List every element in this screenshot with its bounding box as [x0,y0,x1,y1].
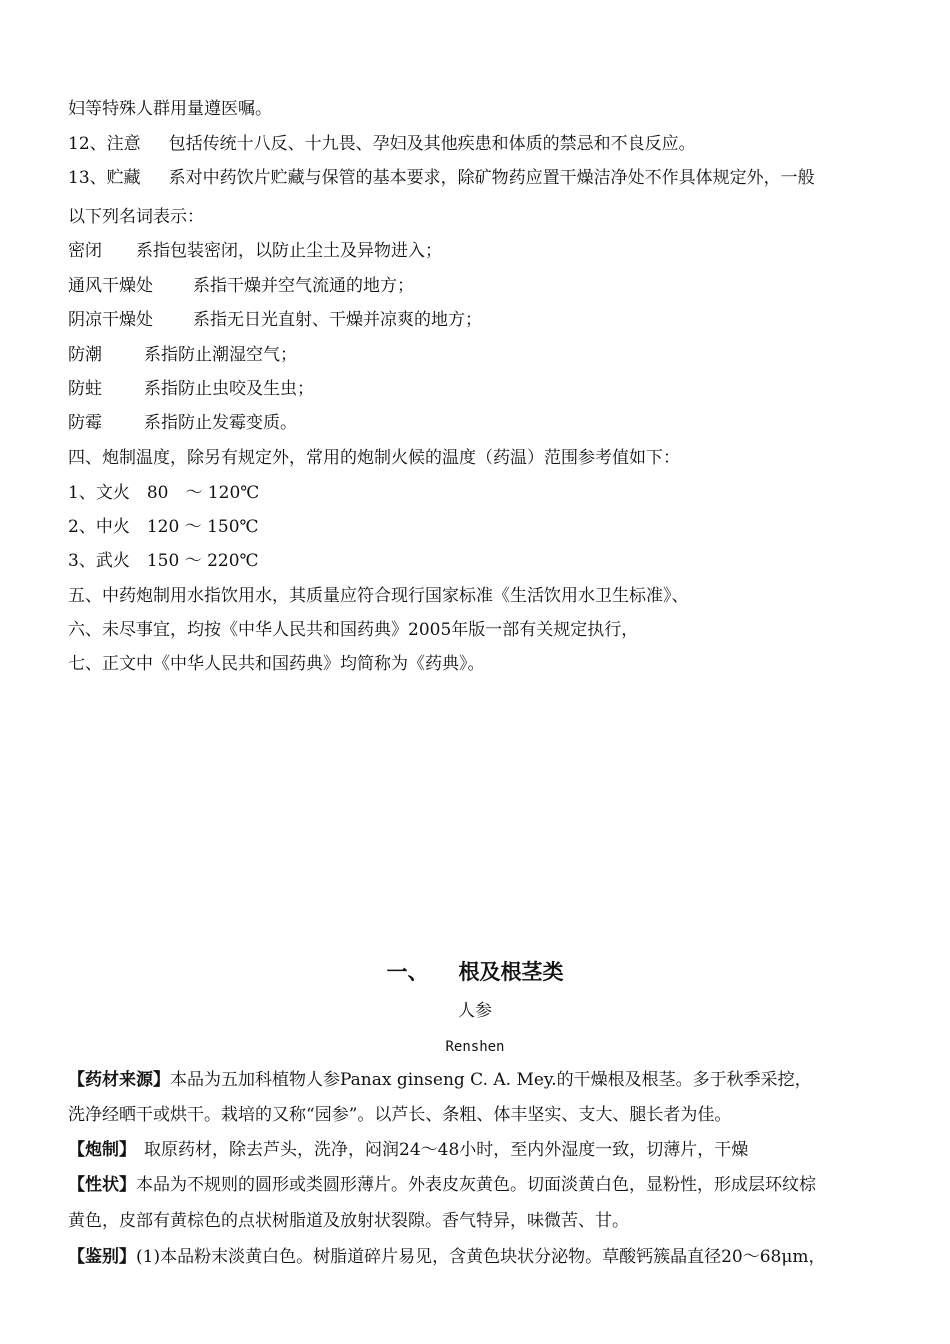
chapter-number: 一、 [386,960,429,984]
storage-term-desc: 系指无日光直射、干燥并凉爽的地方； [193,310,482,330]
item-12-text: 包括传统十八反、十九畏、孕妇及其他疾患和体质的禁忌和不良反应。 [168,134,696,154]
identification-text: (1)本品粉末淡黄白色。树脂道碎片易见，含黄色块状分泌物。草酸钙簇晶直径20～68μm， [136,1247,826,1267]
storage-term: 通风干燥处 [68,276,153,296]
section-5: 五、中药炮制用水指饮用水，其质量应符合现行国家标准《生活饮用水卫生标准》、 [68,586,689,606]
storage-term-desc: 系指包装密闭，以防止尘土及异物进入； [136,241,442,261]
character-label: 【性状】 [68,1175,136,1195]
item-13-continuation: 以下列名词表示： [68,207,204,227]
source-label: 【药材来源】 [68,1070,170,1090]
entry-pinyin: Renshen [445,1039,505,1055]
storage-term: 阴凉干燥处 [68,310,153,330]
section-6: 六、未尽事宜，均按《中华人民共和国药典》2005年版一部有关规定执行， [68,620,639,640]
storage-term-row [68,412,297,434]
entry-title: 人参 [458,1001,492,1021]
storage-term-desc: 系指防止虫咬及生虫； [144,379,314,399]
temperature-item: 3、武火 150 ～ 220℃ [68,551,259,571]
storage-term-row [68,309,482,331]
character-text: 本品为不规则的圆形或类圆形薄片。外表皮灰黄色。切面淡黄白色，显粉性，形成层环纹棕 [136,1175,816,1195]
temperature-item: 1、文火 80 ～ 120℃ [68,483,260,503]
storage-term: 防霉 [68,413,102,433]
item-13-text: 系对中药饮片贮藏与保管的基本要求，除矿物药应置干燥洁净处不作具体规定外，一般 [168,168,815,188]
character-paragraph [68,1174,816,1196]
identification-label: 【鉴别】 [68,1247,136,1267]
item-13 [68,167,815,189]
processing-paragraph [68,1139,748,1161]
section-7: 七、正文中《中华人民共和国药典》均简称为《药典》。 [68,654,485,674]
storage-term-desc: 系指防止潮湿空气； [144,345,297,365]
storage-term: 密闭 [68,241,102,261]
storage-term-row [68,344,297,366]
item-12-label: 12、注意 [68,134,141,154]
storage-term-row [68,240,442,262]
chapter-heading [0,961,950,983]
character-paragraph-cont: 黄色，皮部有黄棕色的点状树脂道及放射状裂隙。香气特异，味微苦、甘。 [68,1211,629,1231]
identification-paragraph [68,1246,826,1268]
source-paragraph-cont: 洗净经晒干或烘干。栽培的又称“园参”。以芦长、条粗、体丰坚实、支大、腿长者为佳。 [68,1105,732,1125]
source-text: 本品为五加科植物人参Panax ginseng C. A. Mey.的干燥根及根茎。多于秋季采挖， [170,1070,812,1090]
storage-term-row [68,378,314,400]
source-paragraph [68,1069,812,1091]
chapter-title: 根及根茎类 [458,960,564,984]
storage-term: 防潮 [68,345,102,365]
processing-text: 取原药材，除去芦头，洗净，闷润24～48小时，至内外湿度一致，切薄片，干燥 [144,1140,749,1160]
storage-term: 防蛀 [68,379,102,399]
temperature-item: 2、中火 120 ～ 150℃ [68,517,259,537]
continued-paragraph: 妇等特殊人群用量遵医嘱。 [68,99,272,119]
storage-term-desc: 系指防止发霉变质。 [144,413,297,433]
item-13-label: 13、贮藏 [68,168,141,188]
processing-label: 【炮制】 [68,1140,136,1160]
storage-term-row [68,275,414,297]
section-4: 四、炮制温度，除另有规定外，常用的炮制火候的温度（药温）范围参考值如下： [68,448,680,468]
storage-term-desc: 系指干燥并空气流通的地方； [193,276,414,296]
item-12 [68,133,696,155]
